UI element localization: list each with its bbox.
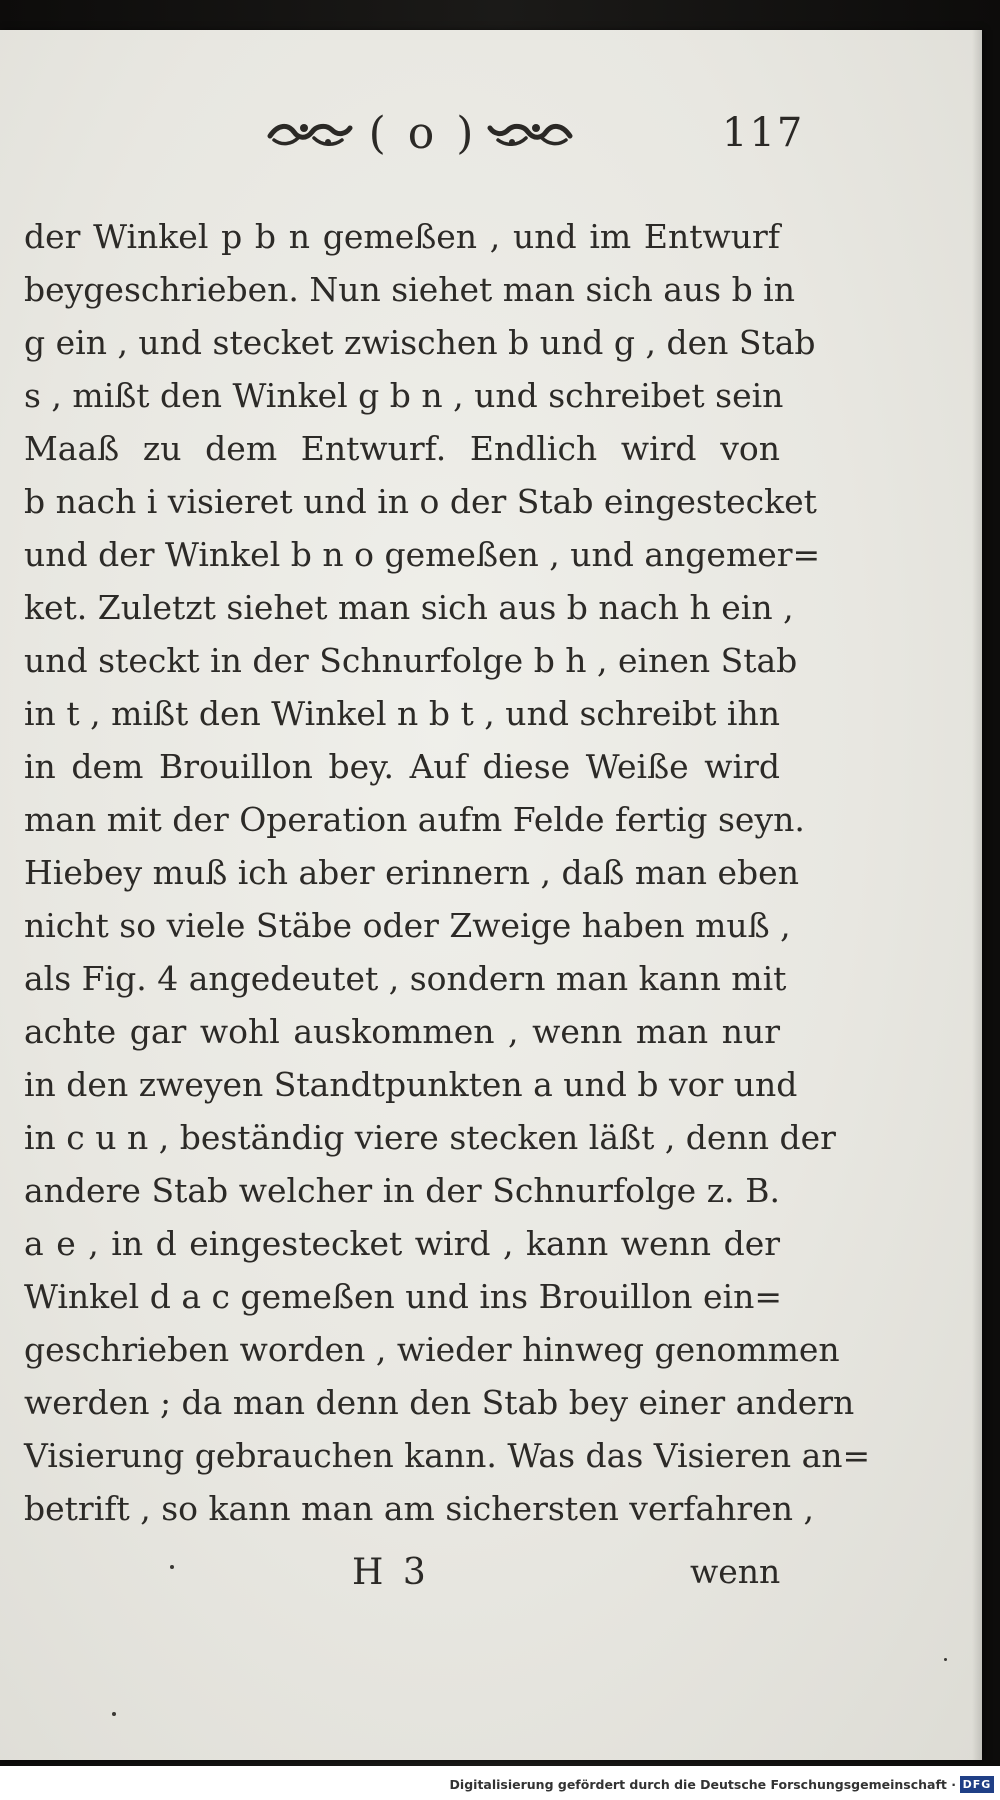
fleuron-ornament-right-icon: [488, 118, 572, 150]
dfg-logo: DFG: [960, 1776, 994, 1793]
paper-speck: [170, 1565, 174, 1569]
text-line: ket. Zuletzt siehet man sich aus b nach h ein ,: [24, 588, 794, 627]
paper-speck: [944, 1658, 947, 1661]
text-line: in t , mißt den Winkel n b t , und schreibt ihn: [24, 694, 780, 733]
fleuron-ornament-left-icon: [268, 118, 352, 150]
digitization-credit-strip: [0, 1766, 1000, 1800]
catchword: wenn: [690, 1552, 781, 1591]
text-line: man mit der Operation aufm Felde fertig seyn.: [24, 800, 805, 839]
text-line: b nach i visieret und in o der Stab eingestecket: [24, 482, 817, 521]
text-line: Hiebey muß ich aber erinnern , daß man eben: [24, 853, 799, 892]
text-line: der Winkel p b n gemeßen , und im Entwurf: [24, 217, 780, 256]
text-line: in c u n , beständig viere stecken läßt , denn der: [24, 1118, 836, 1157]
text-line: Maaß zu dem Entwurf. Endlich wird von: [24, 429, 780, 468]
body-text: [24, 210, 871, 1535]
text-line: nicht so viele Stäbe oder Zweige haben muß ,: [24, 906, 791, 945]
running-head-text: ( o ): [368, 108, 478, 159]
text-line: beygeschrieben. Nun siehet man sich aus b in: [24, 270, 795, 309]
text-line: als Fig. 4 angedeutet , sondern man kann mit: [24, 959, 787, 998]
text-line: Visierung gebrauchen kann. Was das Visieren an=: [24, 1436, 871, 1475]
text-line: achte gar wohl auskommen , wenn man nur: [24, 1012, 780, 1051]
text-line: in den zweyen Standtpunkten a und b vor und: [24, 1065, 798, 1104]
credit-text: Digitalisierung gefördert durch die Deutsche Forschungsgemeinschaft ·: [449, 1777, 956, 1792]
text-line: betrift , so kann man am sichersten verfahren ,: [24, 1489, 814, 1528]
text-line: und der Winkel b n o gemeßen , und angemer=: [24, 535, 821, 574]
page-number: 117: [722, 110, 805, 156]
text-line: werden ; da man denn den Stab bey einer andern: [24, 1383, 855, 1422]
text-line: in dem Brouillon bey. Auf diese Weiße wird: [24, 747, 780, 786]
paper-speck: [112, 1712, 116, 1716]
text-line: Winkel d a c gemeßen und ins Brouillon ein=: [24, 1277, 783, 1316]
signature-mark: H 3: [352, 1552, 430, 1593]
text-line: a e , in d eingestecket wird , kann wenn der: [24, 1224, 780, 1263]
text-line: g ein , und stecket zwischen b und g , den Stab: [24, 323, 816, 362]
text-line: s , mißt den Winkel g b n , und schreibet sein: [24, 376, 784, 415]
page-edge-shadow: [972, 30, 982, 1760]
text-line: andere Stab welcher in der Schnurfolge z. B.: [24, 1171, 780, 1210]
book-page: [0, 30, 982, 1760]
text-line: geschrieben worden , wieder hinweg genommen: [24, 1330, 840, 1369]
running-head: [0, 108, 982, 168]
text-line: und steckt in der Schnurfolge b h , einen Stab: [24, 641, 798, 680]
